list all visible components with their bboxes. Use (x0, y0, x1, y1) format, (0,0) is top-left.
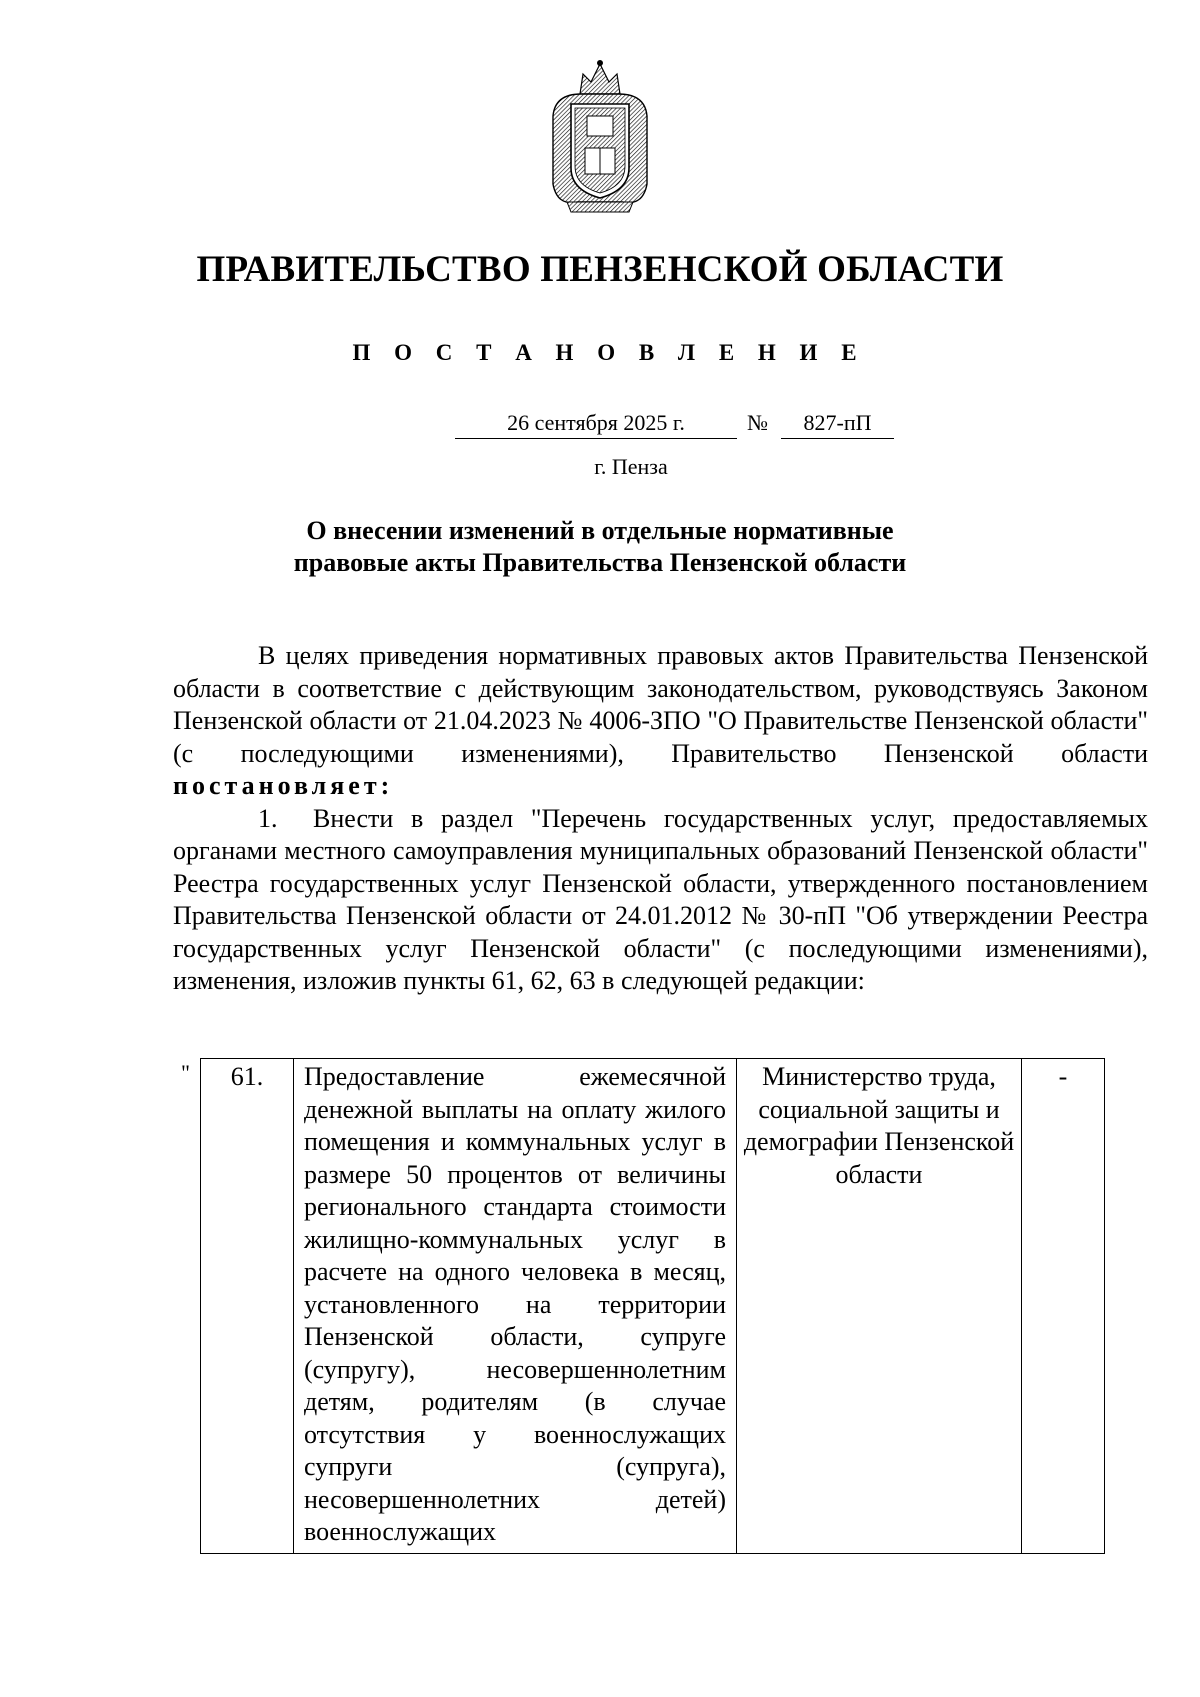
row-number-cell (201, 1059, 294, 1554)
registry-table (200, 1058, 1105, 1554)
subject-line-2: правовые акты Правительства Пензенской области (293, 548, 907, 577)
service-description-cell (294, 1059, 737, 1554)
document-body (173, 640, 1148, 998)
preamble-paragraph (173, 640, 1148, 803)
ministry-name: Министерство труда, социальной защиты и демографии Пензенской области (743, 1062, 1015, 1189)
item-1-number: 1. (258, 803, 278, 833)
resolves-word: постановляет: (173, 771, 394, 800)
extra-cell (1022, 1059, 1105, 1554)
opening-quote-mark: " (181, 1060, 190, 1085)
subject-line-1: О внесении изменений в отдельные нормативные (306, 516, 894, 545)
issue-city: г. Пенза (594, 454, 668, 479)
government-title: ПРАВИТЕЛЬСТВО ПЕНЗЕНСКОЙ ОБЛАСТИ (196, 249, 1004, 290)
row-number: 61. (230, 1062, 264, 1091)
document-date: 26 сентября 2025 г. (455, 410, 737, 439)
preamble-text: В целях приведения нормативных правовых актов Правительства Пензенской области в соответствие с действующим законодательством, руководствуясь Законом Пензенской области от 21.04.2023 № 4006-ЗПО "О Правительстве Пензенской области" (с последующими изменениями), Правительство Пензенской области (173, 641, 1148, 768)
coat-of-arms-emblem (545, 56, 655, 216)
document-subject (0, 515, 1200, 579)
document-type: П О С Т А Н О В Л Е Н И Е (352, 340, 866, 365)
service-description: Предоставление ежемесячной денежной выплаты на оплату жилого помещения и коммунальных услуг в размере 50 процентов от величины регионального стандарта стоимости жилищно-коммунальных услуг в расчете на одного человека в месяц, установленного на территории Пензенской области, супруге (супругу), несовершеннолетним детям, родителям (в случае отсутствия у военнослужащих супруги (супруга), несовершеннолетних детей) военнослужащих (304, 1062, 726, 1546)
ministry-cell (737, 1059, 1022, 1554)
item-1-paragraph (173, 803, 1148, 998)
number-sign: № (747, 410, 768, 435)
document-number: 827-пП (781, 410, 894, 439)
item-1-text: Внести в раздел "Перечень государственных услуг, предоставляемых органами местного самоуправления муниципальных образований Пензенской области" Реестра государственных услуг Пензенской области, утвержденного постановлением Правительства Пензенской области от 24.01.2012 № 30-пП "Об утверждении Реестра государственных услуг Пензенской области" (с последующими изменениями), изменения, изложив пункты 61, 62, 63 в следующей редакции: (173, 803, 1148, 995)
extra-value: - (1058, 1062, 1068, 1091)
table-row (201, 1059, 1105, 1554)
